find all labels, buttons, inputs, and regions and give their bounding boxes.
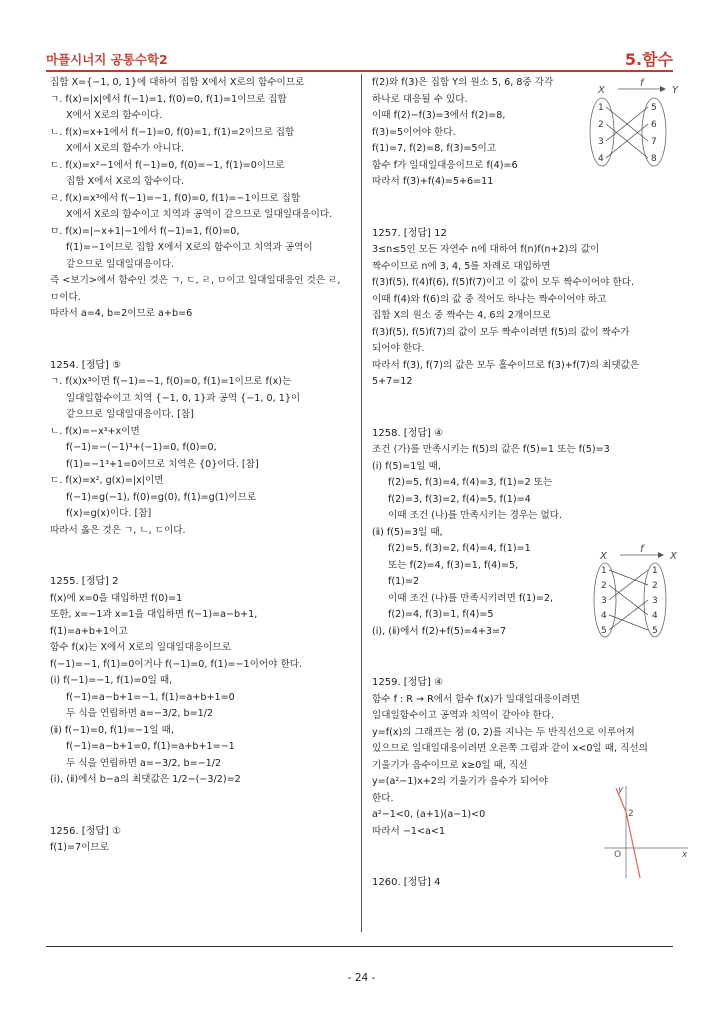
fig2-a4: 4	[601, 611, 607, 621]
left-column	[50, 75, 352, 857]
text-line: 또한, x=−1과 x=1을 대입하면 f(−1)=a−b+1,	[50, 609, 258, 620]
mapping-diagram-1	[588, 75, 688, 175]
text-line: f(1)=7, f(2)=8, f(3)=5이고	[372, 143, 497, 154]
text-line: 함수 f(x)는 X에서 X로의 일대일대응이므로	[50, 642, 231, 653]
text-line: f(−1)=a−b+1=0, f(1)=a+b+1=−1	[66, 741, 235, 752]
fig2-a1: 1	[601, 566, 607, 576]
text-line: ㅁ이다.	[50, 291, 81, 303]
text-line: f(−1)=a−b+1=−1, f(1)=a+b+1=0	[66, 691, 235, 703]
spacer	[372, 391, 672, 426]
fig1-domain-label: X	[598, 85, 605, 96]
text-line: y=(a²−1)x+2의 기울기가 음수가 되어야	[372, 776, 548, 787]
fig2-f-label: f	[640, 544, 644, 555]
text-line: 두 식을 연립하면 a=−3/2, b=−1/2	[66, 757, 222, 769]
graph-origin-label: O	[614, 850, 622, 860]
text-line: ㅁ. f(x)=|−x+1|−1에서 f(−1)=1, f(0)=0,	[50, 225, 240, 237]
fig2-b1: 1	[652, 566, 658, 576]
text-line: f(3)f(5), f(4)f(6), f(5)f(7)이고 이 값이 모두 짝수이어야 한다.	[372, 277, 635, 288]
text-line: 또는 f(2)=4, f(3)=1, f(4)=5,	[388, 559, 519, 571]
chapter-title: 5.함수	[624, 50, 673, 69]
text-line: 일대일함수이고 치역 {−1, 0, 1}과 공역 {−1, 0, 1}이	[66, 392, 301, 404]
text-line: (ⅰ), (ⅱ)에서 b−a의 최댓값은 1/2−(−3/2)=2	[50, 774, 241, 785]
text-line: 이때 f(4)와 f(6)의 값 중 적어도 하나는 짝수이어야 하고	[372, 293, 607, 305]
fig2-b5: 5	[652, 626, 658, 636]
graph-x-label: x	[682, 850, 688, 860]
graph-intercept-label: 2	[628, 809, 634, 819]
mapping-diagram-2	[592, 542, 688, 642]
text-line: 되어야 한다.	[372, 343, 425, 354]
text-line: 따라서 f(3), f(7)의 값은 모두 홀수이므로 f(3)+f(7)의 최댓값은	[372, 359, 640, 371]
function-graph	[600, 782, 690, 882]
text-line: (ⅰ) f(−1)=−1, f(1)=0일 때,	[50, 675, 173, 686]
fig1-codomain-label: Y	[672, 85, 679, 96]
page-number: - 24 -	[347, 972, 376, 984]
answer-heading: 1260. [정답] 4	[372, 877, 441, 888]
text-line: 따라서 옳은 것은 ㄱ, ㄴ, ㄷ이다.	[50, 524, 186, 536]
text-line: 집합 X의 원소 중 짝수는 4, 6의 2개이므로	[372, 310, 552, 321]
text-line: 하나로 대응될 수 있다.	[372, 93, 468, 105]
fig1-x3: 3	[598, 137, 604, 147]
text-line: ㄴ. f(x)=−x³+x이면	[50, 425, 140, 437]
fig1-y6: 6	[651, 120, 657, 130]
fig1-x4: 4	[598, 154, 604, 164]
footer-rule	[46, 946, 673, 947]
fig2-domain-label: X	[600, 551, 607, 562]
text-line: 따라서 f(3)+f(4)=5+6=11	[372, 176, 494, 187]
text-line: 기울기가 음수이므로 x≥0일 때, 직선	[372, 759, 528, 771]
text-line: 함수 f가 일대일대응이므로 f(4)=6	[372, 159, 518, 171]
fig1-y5: 5	[651, 103, 657, 113]
text-line: 따라서 −1<a<1	[372, 825, 446, 837]
right-column	[372, 75, 672, 892]
text-line: ㄴ. f(x)=x+1에서 f(−1)=0, f(0)=1, f(1)=2이므로 집합	[50, 126, 295, 138]
text-line: 즉 <보기>에서 함수인 것은 ㄱ, ㄷ, ㄹ, ㅁ이고 일대일대응인 것은 ㄹ,	[50, 275, 341, 286]
answer-heading: 1258. [정답] ④	[372, 427, 444, 439]
text-line: ㄷ. f(x)=x²−1에서 f(−1)=0, f(0)=−1, f(1)=0이므로	[50, 159, 285, 171]
text-line: (ⅱ) f(−1)=0, f(1)=−1일 때,	[50, 724, 174, 736]
text-line: 짝수이므로 n에 3, 4, 5를 차례로 대입하면	[372, 260, 551, 272]
fig1-y8: 8	[651, 154, 657, 164]
text-line: (ⅱ) f(5)=3일 때,	[372, 526, 443, 538]
text-line: 같으므로 일대일대응이다.	[66, 258, 175, 270]
text-line: f(−1)=−1, f(1)=0이거나 f(−1)=0, f(1)=−1이어야 한다.	[50, 658, 303, 670]
text-line: f(3)f(5), f(5)f(7)의 값이 모두 짝수이려면 f(5)의 값이 짝수가	[372, 326, 630, 338]
text-line: f(2)=5, f(3)=4, f(4)=3, f(1)=2 또는	[388, 477, 553, 488]
spacer	[50, 539, 352, 574]
text-line: f(1)=−1이므로 집합 X에서 X로의 함수이고 치역과 공역이	[66, 242, 313, 253]
text-line: (ⅰ) f(5)=1일 때,	[372, 460, 441, 472]
text-line: ㄱ. f(x)x³이면 f(−1)=−1, f(0)=0, f(1)=1이므로 f(x)는	[50, 376, 292, 387]
text-line: X에서 X로의 함수이고 치역과 공역이 같으므로 일대일대응이다.	[66, 209, 333, 220]
text-line: 한다.	[372, 792, 394, 804]
header-rule	[46, 70, 673, 72]
text-line: 두 식을 연립하면 a=−3/2, b=1/2	[66, 708, 214, 719]
text-line: ㄱ. f(x)=|x|에서 f(−1)=1, f(0)=0, f(1)=1이므로 집합	[50, 93, 287, 105]
text-line: ㄹ. f(x)=x³에서 f(−1)=−1, f(0)=0, f(1)=−1이므로 집합	[50, 192, 301, 204]
text-line: f(1)=a+b+1이고	[50, 625, 128, 637]
text-line: f(2)=3, f(3)=2, f(4)=5, f(1)=4	[388, 493, 531, 505]
text-line: f(1)=−1³+1=0이므로 치역은 {0}이다. [참]	[66, 458, 259, 470]
page-header	[46, 50, 673, 70]
text-line: 3≤n≤5인 모든 자연수 n에 대하여 f(n)f(n+2)의 값이	[372, 244, 600, 255]
text-line: f(2)=4, f(3)=1, f(4)=5	[388, 609, 494, 620]
spacer	[372, 640, 672, 675]
graph-y-label: y	[618, 785, 624, 795]
text-line: a²−1<0, (a+1)(a−1)<0	[372, 809, 486, 820]
text-line: f(3)=5이어야 한다.	[372, 126, 456, 138]
text-line: f(−1)=g(−1), f(0)=g(0), f(1)=g(1)이므로	[66, 491, 257, 503]
fig2-codomain-label: X	[670, 551, 677, 562]
column-divider	[361, 74, 362, 932]
text-line: 일대일함수이고 공역과 치역이 같아야 한다.	[372, 710, 555, 721]
book-title: 마플시너지 공통수학2	[46, 52, 168, 67]
fig2-a3: 3	[601, 596, 607, 606]
text-line: 5+7=12	[372, 376, 413, 387]
text-line: ㄷ. f(x)=x², g(x)=|x|이면	[50, 475, 164, 486]
fig2-b2: 2	[652, 581, 658, 591]
text-line: y=f(x)의 그래프는 점 (0, 2)를 지나는 두 반직선으로 이루어져	[372, 726, 635, 738]
text-line: 같으므로 일대일대응이다. [참]	[66, 409, 194, 420]
text-line: 집합 X={−1, 0, 1}에 대하여 집합 X에서 X로의 함수이므로	[50, 77, 305, 88]
text-line: 집합 X에서 X로의 함수이다.	[66, 176, 185, 187]
fig2-b3: 3	[652, 596, 658, 606]
text-line: f(1)=7이므로	[50, 842, 109, 853]
text-line: f(−1)=−(−1)³+(−1)=0, f(0)=0,	[66, 442, 217, 453]
text-line: 이때 조건 (나)를 만족시키려면 f(1)=2,	[388, 592, 554, 604]
fig1-x2: 2	[598, 120, 604, 130]
answer-heading: 1256. [정답] ①	[50, 825, 122, 837]
answer-heading: 1255. [정답] 2	[50, 576, 119, 587]
text-line: 함수 f : R → R에서 함수 f(x)가 일대일대응이려면	[372, 693, 580, 705]
text-line: f(2)=5, f(3)=2, f(4)=4, f(1)=1	[388, 543, 531, 554]
spacer	[50, 789, 352, 824]
fig1-y7: 7	[651, 137, 657, 147]
text-line: (ⅰ), (ⅱ)에서 f(2)+f(5)=4+3=7	[372, 625, 507, 637]
fig1-x1: 1	[598, 103, 604, 113]
text-line: X에서 X로의 함수가 아니다.	[66, 143, 185, 154]
fig2-arrows	[609, 570, 648, 630]
fig2-a5: 5	[601, 626, 607, 636]
text-line: f(x)에 x=0을 대입하면 f(0)=1	[50, 592, 183, 604]
text-line: X에서 X로의 함수이다.	[66, 110, 163, 121]
answer-heading: 1259. [정답] ④	[372, 677, 444, 688]
text-line: 있으므로 일대일대응이려면 오른쪽 그림과 같이 x<0일 때, 직선의	[372, 743, 648, 754]
text-line: f(2)와 f(3)은 집합 Y의 원소 5, 6, 8중 각각	[372, 77, 554, 88]
fig2-b4: 4	[652, 611, 658, 621]
text-line: f(1)=2	[388, 576, 420, 587]
fig2-a2: 2	[601, 581, 607, 591]
text-line: 이때 조건 (나)를 만족시키는 경우는 없다.	[388, 510, 563, 521]
spacer	[372, 191, 672, 226]
fig1-f-label: f	[640, 78, 644, 89]
text-line: 조건 (가)를 만족시키는 f(5)의 값은 f(5)=1 또는 f(5)=3	[372, 444, 610, 455]
answer-heading: 1257. [정답] 12	[372, 227, 447, 239]
spacer	[50, 323, 352, 358]
text-line: f(x)=g(x)이다. [참]	[66, 508, 152, 519]
text-line: 따라서 a=4, b=2이므로 a+b=6	[50, 308, 193, 319]
text-line: 이때 f(2)−f(3)=3에서 f(2)=8,	[372, 110, 506, 121]
answer-heading: 1254. [정답] ⑤	[50, 359, 122, 371]
